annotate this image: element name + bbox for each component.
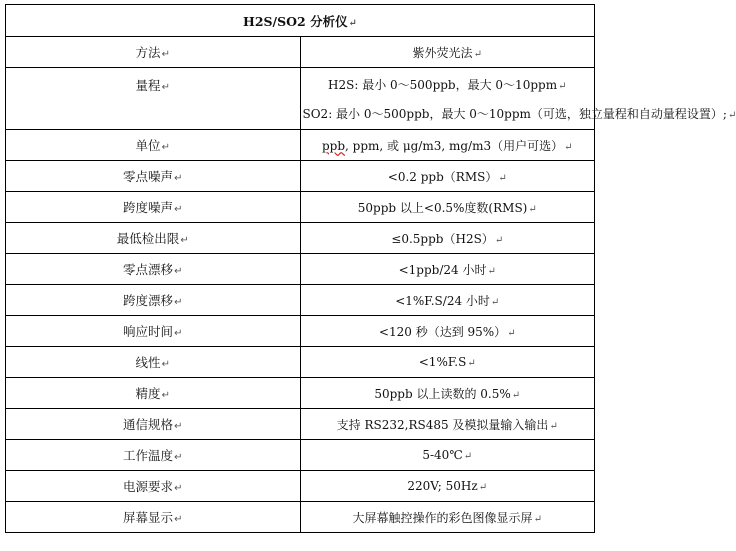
table-row [6, 347, 595, 378]
table-title: H2S/SO2 分析仪↵ [6, 5, 595, 37]
table-row [6, 161, 595, 192]
table-title-row [6, 5, 595, 37]
row-label: 零点漂移↵ [6, 254, 301, 285]
row-value: 5-40℃↵ [300, 440, 595, 471]
table-row [6, 502, 595, 533]
row-value: <1ppb/24 小时↵ [300, 254, 595, 285]
row-label: 精度↵ [6, 378, 301, 409]
row-value: <120 秒（达到 95%）↵ [300, 316, 595, 347]
table-row [6, 471, 595, 502]
row-label: 屏幕显示↵ [6, 502, 301, 533]
table-row [6, 223, 595, 254]
spec-table [5, 4, 736, 533]
table-row [6, 378, 595, 409]
row-value: 220V; 50Hz↵ [300, 471, 595, 502]
row-label: 通信规格↵ [6, 409, 301, 440]
row-label: 工作温度↵ [6, 440, 301, 471]
table-row [6, 192, 595, 223]
row-value-line2: SO2: 最小 0～500ppb，最大 0～10ppm（可选，独立量程和自动量程设置）;↵ [302, 106, 736, 121]
row-label: 单位↵ [6, 130, 301, 161]
row-label: 最低检出限↵ [6, 223, 301, 254]
row-value: 大屏幕触控操作的彩色图像显示屏↵ [300, 502, 595, 533]
row-label: 零点噪声↵ [6, 161, 301, 192]
table-row [6, 440, 595, 471]
row-label: 跨度漂移↵ [6, 285, 301, 316]
table-row [6, 409, 595, 440]
row-label: 方法↵ [6, 37, 301, 68]
row-label: 响应时间↵ [6, 316, 301, 347]
table-row [6, 37, 595, 68]
row-value: 支持 RS232,RS485 及模拟量输入输出↵ [300, 409, 595, 440]
table-row [6, 285, 595, 316]
row-label: 电源要求↵ [6, 471, 301, 502]
row-value: ppb, ppm, 或 μg/m3, mg/m3（用户可选）↵ [300, 130, 595, 161]
row-value: 50ppb 以上<0.5%度数(RMS)↵ [300, 192, 595, 223]
table-row [6, 316, 595, 347]
table-row [6, 68, 595, 130]
spec-sheet [5, 4, 736, 533]
row-value: ≤0.5ppb（H2S）↵ [300, 223, 595, 254]
row-value: 50ppb 以上读数的 0.5%↵ [300, 378, 595, 409]
row-value: <1%F.S/24 小时↵ [300, 285, 595, 316]
row-value: H2S: 最小 0～500ppb，最大 0～10ppm↵ SO2: 最小 0～500ppb，最大 0～10ppm（可选，独立量程和自动量程设置）;↵ [300, 68, 595, 130]
row-value: <0.2 ppb（RMS）↵ [300, 161, 595, 192]
row-label: 跨度噪声↵ [6, 192, 301, 223]
row-value: <1%F.S↵ [300, 347, 595, 378]
table-row [6, 254, 595, 285]
table-row [6, 130, 595, 161]
row-label: 量程↵ [6, 68, 301, 130]
row-label: 线性↵ [6, 347, 301, 378]
row-value: 紫外荧光法↵ [300, 37, 595, 68]
